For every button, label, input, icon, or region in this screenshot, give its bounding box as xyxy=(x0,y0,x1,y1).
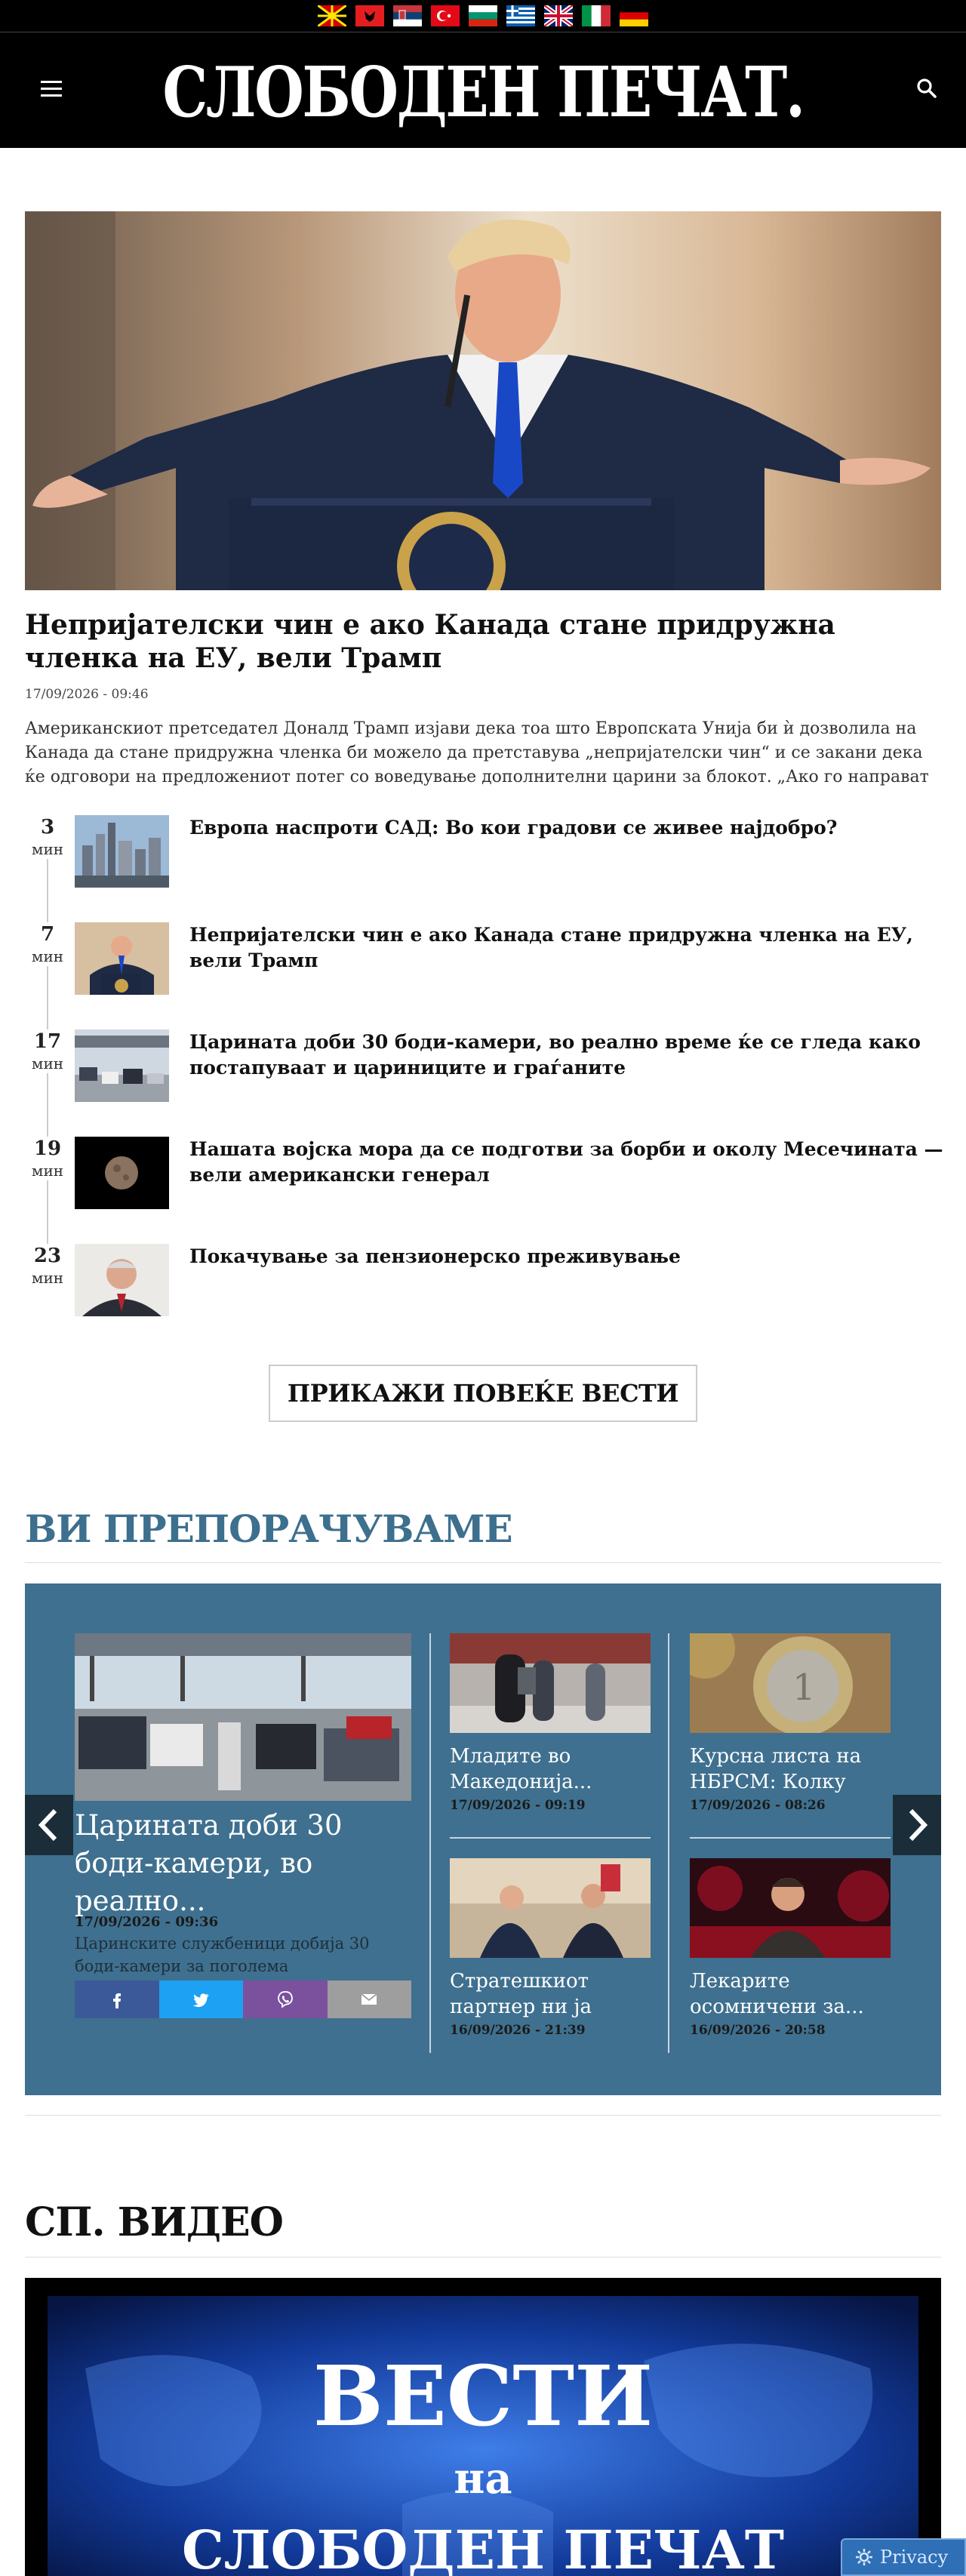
flag-de-icon[interactable] xyxy=(620,5,648,26)
viber-icon[interactable] xyxy=(243,1980,328,2018)
svg-text:1: 1 xyxy=(792,1667,816,1709)
privacy-label: Privacy xyxy=(880,2547,949,2568)
divider xyxy=(25,1562,941,1563)
card-date: 16/09/2026 - 21:39 xyxy=(450,2023,586,2038)
featured-excerpt: Царинските службеници добија 30 боди-камери за поголема xyxy=(75,1934,370,1975)
flag-it-icon[interactable] xyxy=(582,5,611,26)
hamburger-menu-icon[interactable] xyxy=(38,76,65,102)
flag-mk-icon[interactable] xyxy=(318,5,346,26)
card-date: 17/09/2026 - 08:26 xyxy=(690,1798,826,1813)
hero-title[interactable]: Непријателски чин е ако Канада стане придружна членка на ЕУ, вели Трамп xyxy=(25,609,835,674)
thumbnail-image[interactable] xyxy=(75,1029,169,1102)
card-date: 17/09/2026 - 09:19 xyxy=(450,1798,586,1813)
recommended-carousel xyxy=(25,1583,941,2095)
featured-image[interactable] xyxy=(75,1633,411,1801)
card-title[interactable]: Стратешкиот партнер ни ја xyxy=(450,1970,592,2018)
time-ago: 19 мин xyxy=(25,1137,70,1180)
recommended-heading: ВИ ПРЕПОРАЧУВАМЕ xyxy=(25,1507,512,1551)
column-divider xyxy=(429,1633,431,2053)
card-image[interactable] xyxy=(690,1633,891,1733)
carousel-prev-button[interactable] xyxy=(25,1795,73,1855)
time-ago: 17 мин xyxy=(25,1029,70,1073)
flag-gb-icon[interactable] xyxy=(544,5,573,26)
thumbnail-image[interactable] xyxy=(75,1244,169,1316)
list-item-title[interactable]: Покачување за пензионерско преживување xyxy=(189,1245,681,1267)
facebook-icon[interactable] xyxy=(75,1980,159,2018)
flag-rs-icon[interactable] xyxy=(393,5,422,26)
list-item[interactable] xyxy=(25,815,941,898)
card-image[interactable] xyxy=(450,1633,651,1733)
hero-date: 17/09/2026 - 09:46 xyxy=(25,687,149,702)
time-ago: 3 мин xyxy=(25,815,70,859)
list-item[interactable] xyxy=(25,1137,941,1220)
featured-title[interactable]: Царината доби 30 боди-камери, во реално... xyxy=(75,1809,343,1917)
list-item[interactable] xyxy=(25,1029,941,1113)
twitter-icon[interactable] xyxy=(159,1980,244,2018)
video-section-heading: СП. ВИДЕО xyxy=(25,2199,283,2245)
card-image[interactable] xyxy=(690,1858,891,1958)
video-banner-title: ВЕСТИ xyxy=(312,2347,654,2445)
list-item-title[interactable]: Европа наспроти САД: Во кои градови се живее најдобро? xyxy=(189,817,838,839)
flag-bg-icon[interactable] xyxy=(469,5,497,26)
time-ago: 23 мин xyxy=(25,1244,70,1288)
card-date: 16/09/2026 - 20:58 xyxy=(690,2023,826,2038)
list-item-title[interactable]: Нашата војска мора да се подготви за борби и околу Месечината — вели американски генерал xyxy=(189,1138,943,1186)
search-icon[interactable] xyxy=(915,76,942,103)
divider xyxy=(25,2115,941,2116)
email-icon[interactable] xyxy=(328,1980,412,2018)
video-player[interactable] xyxy=(25,2278,941,2576)
recommended-card[interactable] xyxy=(450,1858,651,2038)
hero-excerpt: Американскиот претседател Доналд Трамп изјави дека тоа што Европската Унија би ѝ дозволила на Канада да стане придружна членка би можело да претставува „непријателски чин“ и се закани дека ќе одговори на предложениот потег со воведување дополнителни царини за блокот. „Ако го направат xyxy=(25,719,929,786)
flag-tr-icon[interactable] xyxy=(431,5,460,26)
privacy-button[interactable] xyxy=(841,2538,966,2576)
recommended-card[interactable] xyxy=(690,1633,891,1813)
video-banner-subtitle: на xyxy=(454,2454,512,2504)
flag-gr-icon[interactable] xyxy=(506,5,535,26)
time-ago: 7 мин xyxy=(25,922,70,966)
column-divider xyxy=(668,1633,669,2053)
recommended-card[interactable] xyxy=(450,1633,651,1813)
list-item[interactable] xyxy=(25,922,941,1005)
list-item-title[interactable]: Царината доби 30 боди-камери, во реално време ќе се гледа како постапуваат и цариниците и граѓаните xyxy=(189,1031,921,1079)
card-divider xyxy=(690,1837,891,1839)
flag-al-icon[interactable] xyxy=(355,5,384,26)
thumbnail-image[interactable] xyxy=(75,922,169,995)
carousel-next-button[interactable] xyxy=(893,1795,941,1855)
language-flags xyxy=(0,0,966,32)
thumbnail-image[interactable] xyxy=(75,815,169,888)
video-banner-brand: СЛОБОДЕН ПЕЧАТ xyxy=(182,2519,784,2576)
hero-image[interactable] xyxy=(25,211,941,590)
list-item[interactable] xyxy=(25,1244,941,1327)
site-logo[interactable]: СЛОБОДЕН ПЕЧАТ. xyxy=(162,51,804,133)
share-bar xyxy=(75,1980,411,2018)
list-item-title[interactable]: Непријателски чин е ако Канада стане придружна членка на ЕУ, вели Трамп xyxy=(189,924,913,971)
card-image[interactable] xyxy=(450,1858,651,1958)
card-title[interactable]: Лекарите осомничени за... xyxy=(690,1970,864,2018)
show-more-news-button[interactable]: ПРИКАЖИ ПОВЕЌЕ ВЕСТИ xyxy=(269,1365,697,1422)
card-title[interactable]: Курсна листа на НБРСМ: Колку xyxy=(690,1745,862,1793)
card-divider xyxy=(450,1837,651,1839)
site-header xyxy=(0,32,966,148)
recommended-card[interactable] xyxy=(690,1858,891,2038)
thumbnail-image[interactable] xyxy=(75,1137,169,1209)
card-title[interactable]: Младите во Македонија... xyxy=(450,1745,592,1793)
gear-icon xyxy=(854,2547,874,2567)
featured-date: 17/09/2026 - 09:36 xyxy=(75,1914,219,1930)
